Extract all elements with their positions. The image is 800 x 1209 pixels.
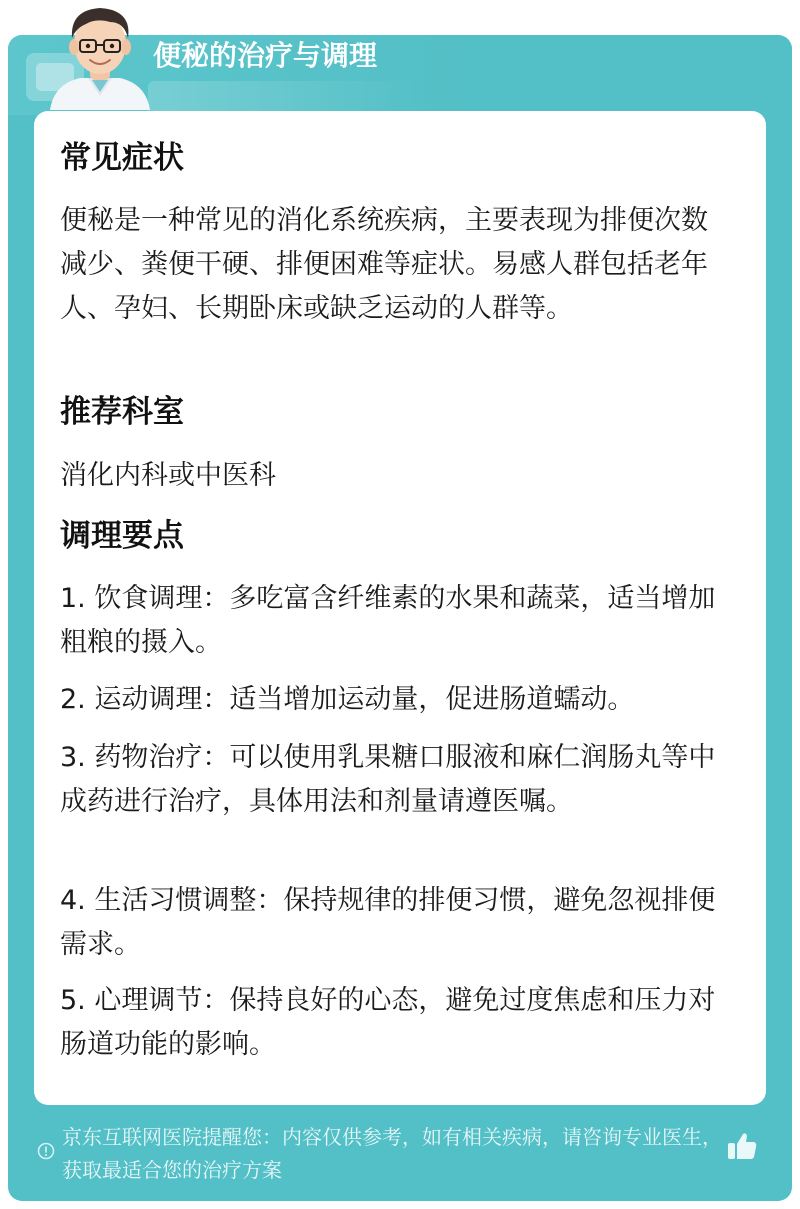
- page-title: 便秘的治疗与调理: [153, 39, 378, 72]
- care-item: 2. 运动调理：适当增加运动量，促进肠道蠕动。: [60, 684, 635, 715]
- section-heading-symptoms: 常见症状: [60, 140, 184, 176]
- disclaimer-text: 京东互联网医院提醒您：内容仅供参考，如有相关疾病，请咨询专业医生，获取最适合您的治疗方案: [62, 1125, 722, 1182]
- symptoms-text: 便秘是一种常见的消化系统疾病，主要表现为排便次数减少、粪便干硬、排便困难等症状。易感人群包括老年人、孕妇、长期卧床或缺乏运动的人群等。: [60, 205, 708, 324]
- care-item: 4. 生活习惯调整：保持规律的排便习惯，避免忽视排便需求。: [60, 885, 716, 960]
- doctor-avatar-icon: [40, 0, 160, 110]
- department-text: 消化内科或中医科: [60, 460, 276, 491]
- care-item: 5. 心理调节：保持良好的心态，避免过度焦虑和压力对肠道功能的影响。: [60, 985, 716, 1060]
- care-item: 3. 药物治疗：可以使用乳果糖口服液和麻仁润肠丸等中成药进行治疗，具体用法和剂量请遵医嘱。: [60, 742, 716, 817]
- section-heading-care: 调理要点: [60, 518, 184, 554]
- info-icon: [37, 1142, 55, 1160]
- care-item: 1. 饮食调理：多吃富含纤维素的水果和蔬菜，适当增加粗粮的摄入。: [60, 583, 716, 658]
- thumbs-up-icon[interactable]: [724, 1128, 760, 1164]
- section-heading-department: 推荐科室: [60, 394, 184, 430]
- content-card: [34, 111, 766, 1105]
